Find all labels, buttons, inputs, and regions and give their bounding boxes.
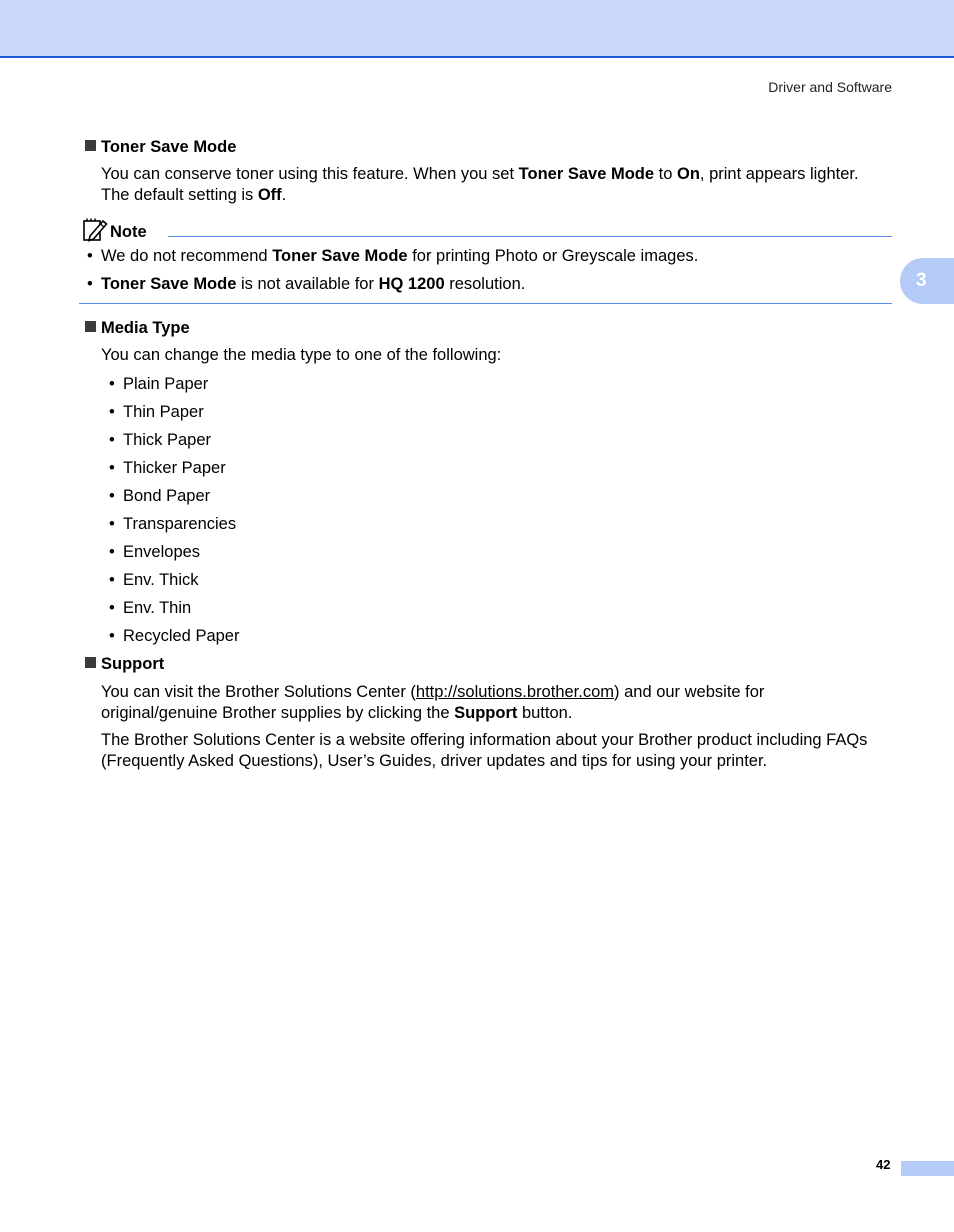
note-header [82,218,892,244]
support-line-4: (Frequently Asked Questions), User’s Guides, driver updates and tips for using your printer. [101,751,768,770]
chapter-tab: 3 [900,258,954,304]
media-intro: You can change the media type to one of the following: [101,346,502,364]
toner-line-1: You can conserve toner using this feature. When you set Toner Save Mode to On, print appears lighter. [101,165,859,183]
note-label: Note [110,223,147,241]
media-list-item: • Env. Thin [109,599,192,617]
note-rule-bottom [79,303,892,304]
media-list-item: • Env. Thick [109,571,199,589]
note-rule-top [168,236,892,237]
section-heading-support: Support [85,654,164,674]
media-list-item: • Thicker Paper [109,459,226,477]
media-list-item: • Bond Paper [109,487,211,505]
header-band [0,0,954,56]
support-line-3: The Brother Solutions Center is a website offering information about your Brother product including FAQs [101,731,868,749]
section-heading-toner: Toner Save Mode [85,137,236,157]
media-list-item: • Recycled Paper [109,627,240,645]
section-heading-media: Media Type [85,318,190,338]
support-line-1: You can visit the Brother Solutions Center (http://solutions.brother.com) and our website for [101,683,765,701]
media-list-item: • Thin Paper [109,403,204,421]
header-rule [0,56,954,58]
media-list-item: • Plain Paper [109,375,209,393]
square-bullet-icon [85,321,96,332]
support-paragraph-1 [101,682,901,723]
media-list-item: • Envelopes [109,543,201,561]
media-list-item: • Transparencies [109,515,237,533]
square-bullet-icon [85,657,96,668]
media-list-item: • Thick Paper [109,431,212,449]
toner-description [101,164,901,205]
solutions-center-link[interactable]: http://solutions.brother.com [415,683,615,701]
running-head: Driver and Software [768,79,892,95]
note-pencil-icon [82,218,108,242]
note-item: • Toner Save Mode is not available for HQ 1200 resolution. [87,275,526,293]
support-line-2: original/genuine Brother supplies by clicking the Support button. [101,703,573,722]
support-paragraph-2 [101,730,901,771]
note-item: • We do not recommend Toner Save Mode for printing Photo or Greyscale images. [87,247,699,265]
square-bullet-icon [85,140,96,151]
page-number-tab [901,1161,954,1176]
page-number: 42 [876,1157,891,1172]
toner-line-2: The default setting is Off. [101,185,287,204]
